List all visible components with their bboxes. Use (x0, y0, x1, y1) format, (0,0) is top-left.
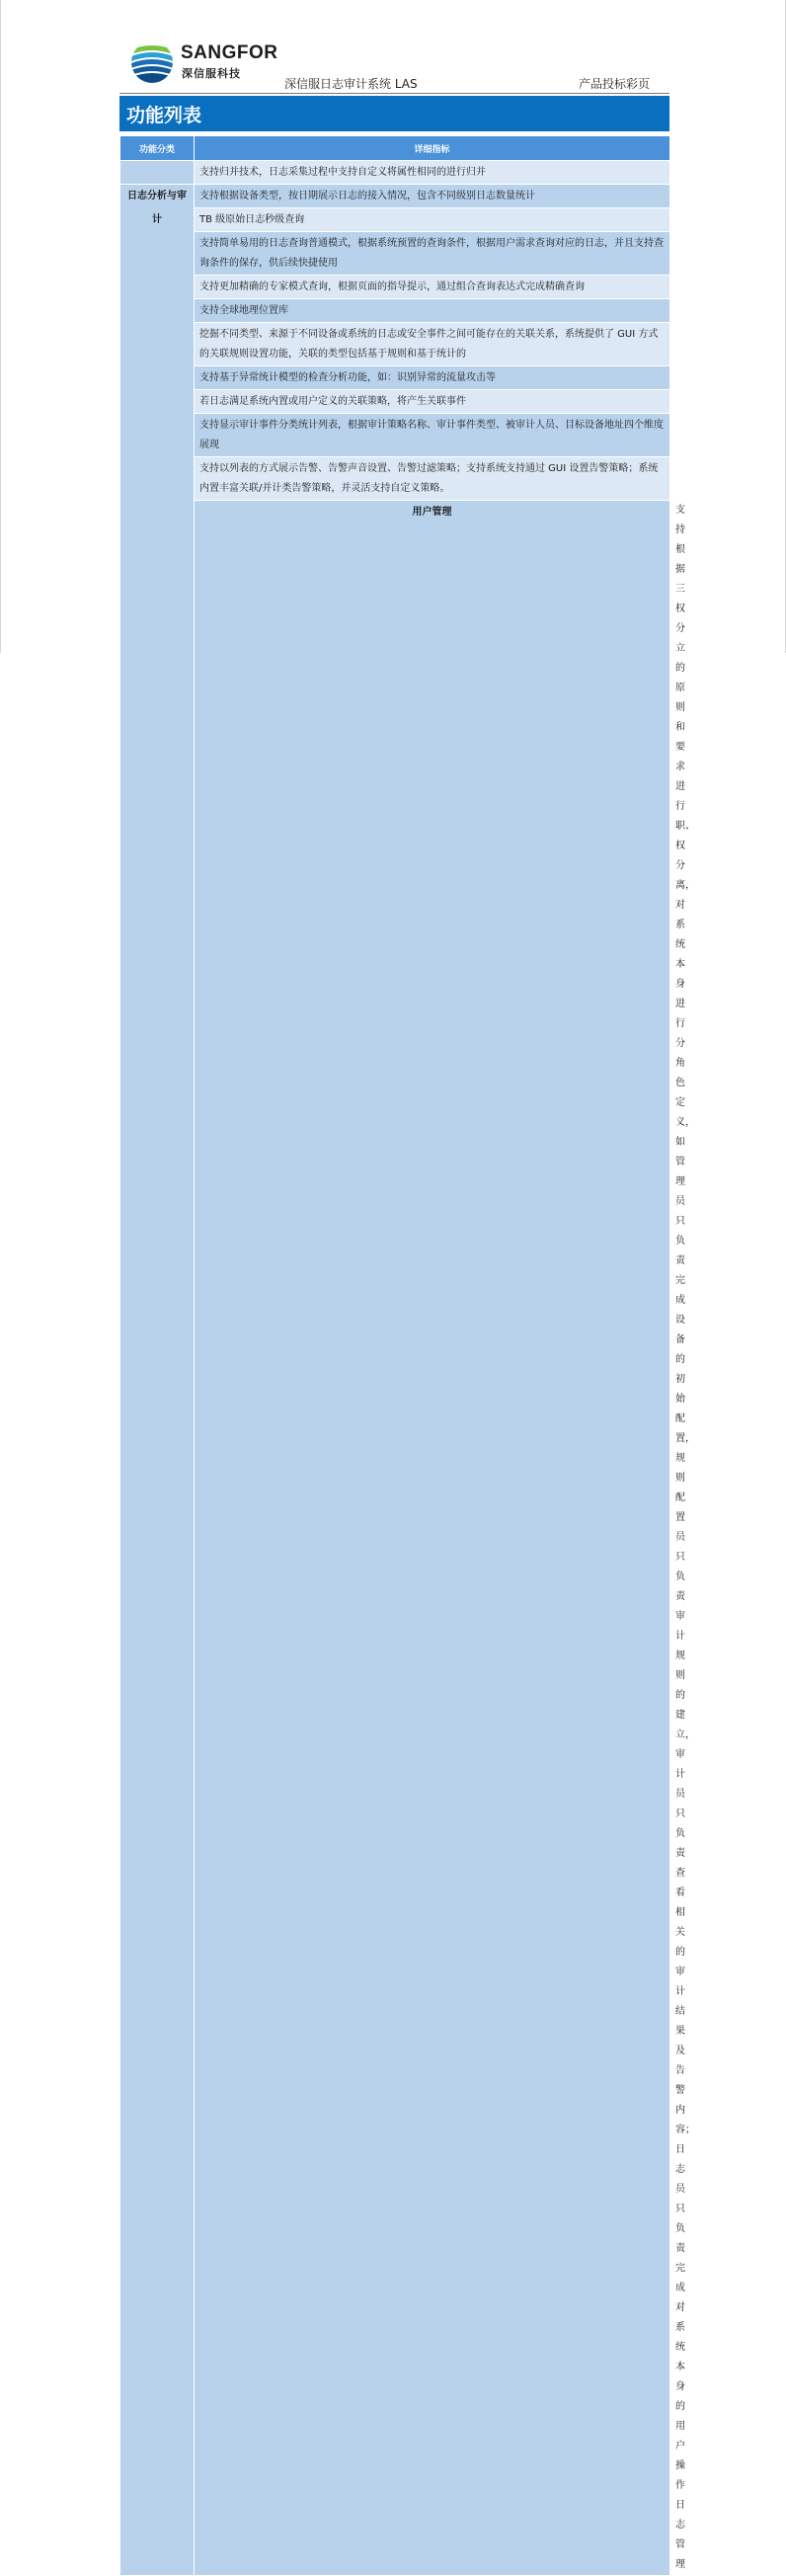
detail-cell: 支持以列表的方式展示告警、告警声音设置、告警过滤策略；支持系统支持通过 GUI 设置告警策略；系统内置丰富关联/并计类告警策略，并灵活支持自定义策略。 (195, 457, 670, 501)
detail-cell: 支持全球地理位置库 (195, 299, 670, 323)
table-row (120, 390, 670, 414)
table-row (120, 185, 670, 208)
detail-cell: 若日志满足系统内置或用户定义的关联策略，将产生关联事件 (195, 390, 670, 414)
category-cell-empty (120, 161, 195, 185)
doc-title: 深信服日志审计系统 LAS (284, 77, 418, 91)
table-header-row (120, 136, 670, 161)
logo-name-cn: 深信服科技 (182, 67, 241, 80)
table-row (120, 457, 670, 501)
detail-cell: 挖掘不同类型、来源于不同设备或系统的日志或安全事件之间可能存在的关联关系，系统提供了 GUI 方式的关联规则设置功能，关联的类型包括基于规则和基于统计的 (195, 323, 670, 366)
sangfor-logo (129, 40, 277, 85)
table-row (120, 276, 670, 299)
function-table (119, 135, 695, 2576)
sangfor-globe-icon (129, 40, 175, 85)
detail-cell: TB 级原始日志秒级查询 (195, 208, 670, 232)
table-row: 用户管理 支持根据三权分立的原则和要求进行职、权分离，对系统本身进行分角色定义，如管理员只负责完成设备的初始配置，规则配置员只负责审计规则的建立，审计员只负责查看相关的审计结果及告警内容；日志员只负责完成对系统本身的用户操作日志管理 (120, 501, 670, 2576)
logo-name: SANGFOR (181, 42, 278, 63)
header-rule (119, 93, 669, 94)
header-category: 功能分类 (120, 136, 195, 161)
detail-cell: 支持归并技术，日志采集过程中支持自定义将属性相同的进行归并 (195, 161, 670, 185)
table-row (120, 232, 670, 276)
detail-cell: 支持更加精确的专家模式查询，根据页面的指导提示，通过组合查询表达式完成精确查询 (195, 276, 670, 299)
header-detail: 详细指标 (195, 136, 670, 161)
detail-cell: 支持基于异常统计模型的检查分析功能，如：识别异常的流量攻击等 (195, 366, 670, 390)
section-banner (119, 96, 669, 131)
category-log-analysis: 日志分析与审计 (120, 185, 195, 2576)
table-row (120, 323, 670, 366)
table-row (120, 161, 670, 185)
table-row (120, 208, 670, 232)
detail-cell: 支持根据设备类型，按日期展示日志的接入情况，包含不同级别日志数量统计 (195, 185, 670, 208)
table-row (120, 366, 670, 390)
category-user-mgmt: 用户管理 (195, 501, 670, 2576)
doc-type: 产品投标彩页 (579, 77, 651, 91)
table-row (120, 414, 670, 457)
page-edge-left (0, 0, 1, 653)
detail-cell: 支持显示审计事件分类统计列表，根据审计策略名称、审计事件类型、被审计人员、目标设备地址四个维度展现 (195, 414, 670, 457)
section-title: 功能列表 (126, 105, 202, 126)
table-row (120, 299, 670, 323)
detail-cell: 支持简单易用的日志查询普通模式，根据系统预置的查询条件，根据用户需求查询对应的日志，并且支持查询条件的保存，供后续快捷使用 (195, 232, 670, 276)
